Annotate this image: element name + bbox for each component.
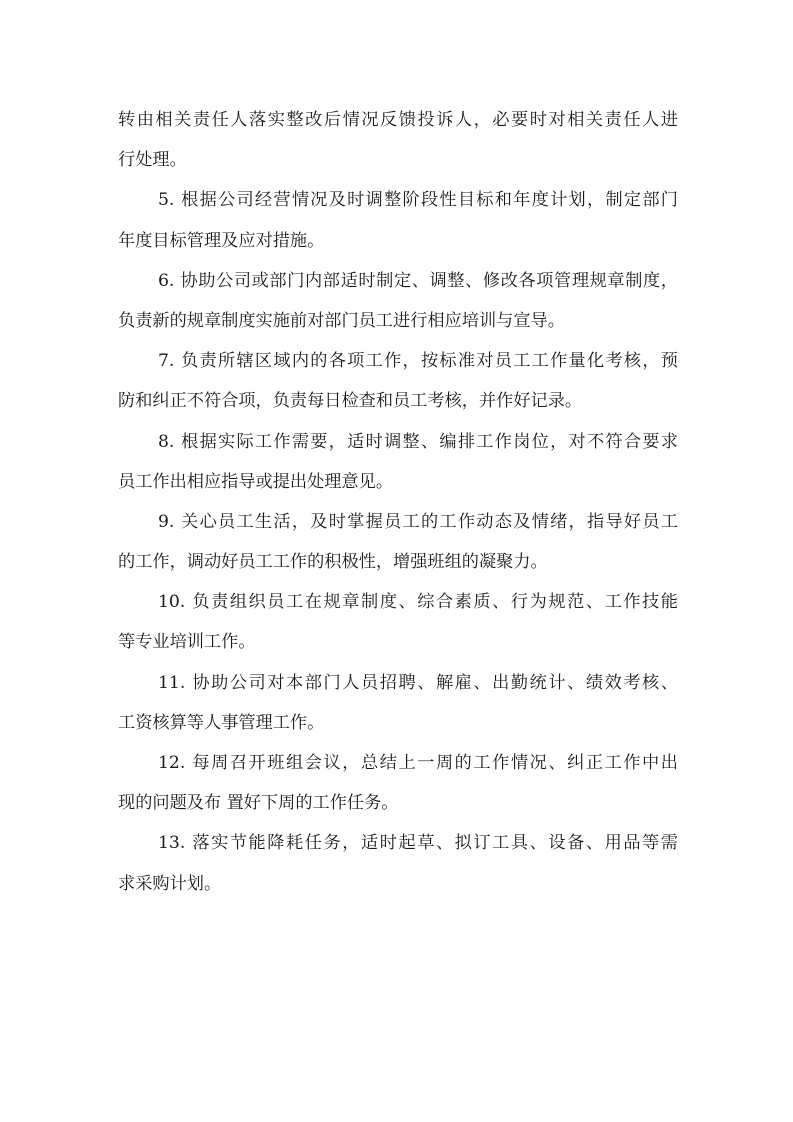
list-item-12-line: 12. 每周召开班组会议，总结上一周的工作情况、纠正工作中出 — [158, 753, 678, 773]
list-item-5-line: 年度目标管理及应对措施。 — [118, 230, 325, 251]
list-item-11-line: 工资核算等人事管理工作。 — [118, 712, 325, 733]
list-item-6-line: 6. 协助公司或部门内部适时制定、调整、修改各项管理规章制度， — [158, 270, 678, 291]
list-item-10-line: 10. 负责组织员工在规章制度、综合素质、行为规范、工作技能 — [158, 592, 678, 613]
list-item-13-line: 13. 落实节能降耗任务，适时起草、拟订工具、设备、用品等需 — [158, 833, 678, 854]
list-item-9-line: 的工作，调动好员工工作的积极性，增强班组的凝聚力。 — [118, 552, 548, 573]
list-item-12-line: 现的问题及布 置好下周的工作任务。 — [118, 793, 399, 814]
list-item-5-line: 5. 根据公司经营情况及时调整阶段性目标和年度计划，制定部门 — [158, 190, 678, 211]
document-body — [118, 100, 678, 904]
list-item-13-line: 求采购计划。 — [118, 873, 222, 894]
list-item-8-line: 员工作出相应指导或提出处理意见。 — [118, 471, 394, 492]
list-item-11-line: 11. 协助公司对本部门人员招聘、解雇、出勤统计、绩效考核、 — [158, 672, 678, 693]
list-item-8-line: 8. 根据实际工作需要，适时调整、编排工作岗位，对不符合要求 — [158, 431, 678, 452]
list-item-6-line: 负责新的规章制度实施前对部门员工进行相应培训与宣导。 — [118, 310, 565, 331]
paragraph-line: 行处理。 — [118, 150, 187, 171]
list-item-7-line: 防和纠正不符合项，负责每日检查和员工考核，并作好记录。 — [118, 391, 583, 412]
list-item-10-line: 等专业培训工作。 — [118, 632, 256, 653]
paragraph-line: 转由相关责任人落实整改后情况反馈投诉人，必要时对相关责任人进 — [118, 110, 678, 130]
list-item-9-line: 9. 关心员工生活，及时掌握员工的工作动态及情绪，指导好员工 — [158, 511, 678, 532]
list-item-7-line: 7. 负责所辖区域内的各项工作，按标准对员工工作量化考核，预 — [158, 351, 678, 372]
